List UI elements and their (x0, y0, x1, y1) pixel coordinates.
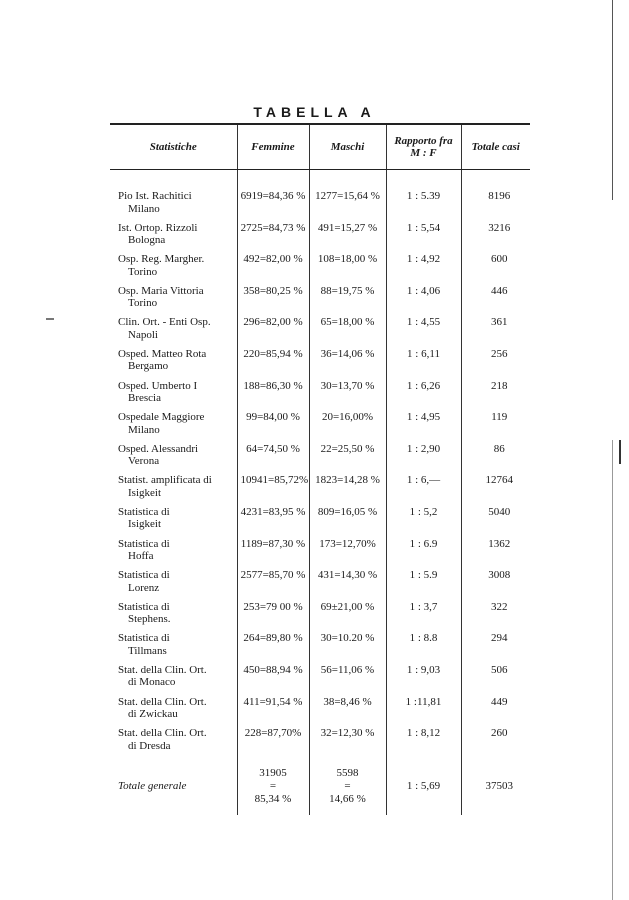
row-femmine: 99=84,00 % (237, 411, 309, 443)
header-maschi: Maschi (309, 124, 386, 170)
row-femmine: 411=91,54 % (237, 696, 309, 728)
row-rapporto: 1 :11,81 (386, 696, 461, 728)
table-row (110, 474, 530, 506)
total-femmine-pct: 85,34 % (254, 793, 292, 806)
row-name (110, 253, 237, 285)
row-name-line1: Statist. amplificata di (118, 474, 212, 487)
row-femmine: 492=82,00 % (237, 253, 309, 285)
row-name-line2: Verona (128, 455, 160, 468)
row-name-line2: Bergamo (128, 360, 169, 373)
page-edge-line-lower (612, 440, 613, 900)
table-row (110, 632, 530, 664)
row-femmine: 6919=84,36 % (237, 170, 309, 222)
table-row (110, 664, 530, 696)
row-name (110, 285, 237, 317)
row-totale: 361 (461, 316, 530, 348)
row-maschi: 69±21,00 % (309, 601, 386, 633)
row-name-line2: Napoli (128, 328, 158, 341)
row-rapporto: 1 : 6,26 (386, 380, 461, 412)
row-name-line1: Stat. della Clin. Ort. (118, 695, 207, 708)
row-rapporto: 1 : 4,06 (386, 285, 461, 317)
table-row (110, 727, 530, 759)
header-row (110, 124, 530, 170)
table-row (110, 538, 530, 570)
row-maschi: 88=19,75 % (309, 285, 386, 317)
total-maschi (309, 759, 386, 815)
row-femmine: 1189=87,30 % (237, 538, 309, 570)
row-maschi: 22=25,50 % (309, 443, 386, 475)
row-name-line1: Osped. Matteo Rota (118, 347, 207, 360)
table-title: TABELLA A (253, 104, 376, 120)
row-rapporto: 1 : 5,54 (386, 222, 461, 254)
row-maschi: 38=8,46 % (309, 696, 386, 728)
stray-mark (46, 318, 54, 320)
row-name-line2: Stephens. (128, 613, 171, 626)
row-name-line2: Isigkeit (128, 518, 161, 531)
row-name (110, 170, 237, 222)
row-name-line1: Statistica di (118, 505, 170, 518)
row-totale: 506 (461, 664, 530, 696)
row-femmine: 2577=85,70 % (237, 569, 309, 601)
row-name-line1: Stat. della Clin. Ort. (118, 663, 207, 676)
statistics-table (110, 123, 530, 815)
total-maschi-eq: = (344, 780, 351, 793)
row-rapporto: 1 : 6,11 (386, 348, 461, 380)
total-totale: 37503 (461, 759, 530, 815)
table-row (110, 696, 530, 728)
row-femmine: 296=82,00 % (237, 316, 309, 348)
table-row (110, 411, 530, 443)
row-name-line1: Ist. Ortop. Rizzoli (118, 221, 198, 234)
total-rapporto: 1 : 5,69 (386, 759, 461, 815)
row-maschi: 32=12,30 % (309, 727, 386, 759)
row-maschi: 1823=14,28 % (309, 474, 386, 506)
total-row (110, 759, 530, 815)
header-femmine: Femmine (237, 124, 309, 170)
row-rapporto: 1 : 9,03 (386, 664, 461, 696)
row-name (110, 601, 237, 633)
row-maschi: 1277=15,64 % (309, 170, 386, 222)
row-femmine: 253=79 00 % (237, 601, 309, 633)
row-name-line1: Statistica di (118, 632, 170, 645)
row-totale: 8196 (461, 170, 530, 222)
table-row (110, 222, 530, 254)
row-rapporto: 1 : 4,95 (386, 411, 461, 443)
row-totale: 449 (461, 696, 530, 728)
row-totale: 3008 (461, 569, 530, 601)
row-name-line1: Osp. Maria Vittoria (118, 284, 204, 297)
row-name-line2: Lorenz (128, 581, 160, 594)
table-row (110, 443, 530, 475)
table-row (110, 569, 530, 601)
total-maschi-count: 5598 (336, 767, 359, 780)
row-maschi: 30=10.20 % (309, 632, 386, 664)
row-rapporto: 1 : 4,92 (386, 253, 461, 285)
header-statistiche: Statistiche (110, 124, 237, 170)
row-rapporto: 1 : 6,— (386, 474, 461, 506)
row-femmine: 64=74,50 % (237, 443, 309, 475)
row-femmine: 4231=83,95 % (237, 506, 309, 538)
row-totale: 3216 (461, 222, 530, 254)
page-edge-line (612, 0, 613, 200)
row-totale: 218 (461, 380, 530, 412)
row-maschi: 809=16,05 % (309, 506, 386, 538)
row-name (110, 727, 237, 759)
row-name (110, 632, 237, 664)
header-totale: Totale casi (461, 124, 530, 170)
total-femmine-count: 31905 (259, 767, 287, 780)
row-rapporto: 1 : 2,90 (386, 443, 461, 475)
page-edge-mark (619, 440, 621, 464)
row-totale: 256 (461, 348, 530, 380)
row-name-line2: Brescia (128, 392, 161, 405)
row-name (110, 316, 237, 348)
row-maschi: 431=14,30 % (309, 569, 386, 601)
row-name-line2: Milano (128, 202, 160, 215)
row-name-line1: Osped. Alessandri (118, 442, 199, 455)
table-row (110, 316, 530, 348)
table-row (110, 285, 530, 317)
row-name-line2: Hoffa (128, 550, 154, 563)
row-rapporto: 1 : 5.9 (386, 569, 461, 601)
total-label: Totale generale (118, 780, 187, 793)
row-maschi: 173=12,70% (309, 538, 386, 570)
row-name-line2: Bologna (128, 234, 166, 247)
row-name (110, 506, 237, 538)
table-row (110, 253, 530, 285)
row-totale: 294 (461, 632, 530, 664)
table-body (110, 170, 530, 759)
total-femmine-eq: = (269, 780, 277, 793)
row-femmine: 450=88,94 % (237, 664, 309, 696)
row-name (110, 222, 237, 254)
row-totale: 446 (461, 285, 530, 317)
row-name-line1: Osped. Umberto I (118, 379, 198, 392)
row-totale: 322 (461, 601, 530, 633)
row-rapporto: 1 : 4,55 (386, 316, 461, 348)
row-rapporto: 1 : 5.39 (386, 170, 461, 222)
row-name-line2: di Monaco (128, 676, 176, 689)
row-name (110, 411, 237, 443)
row-maschi: 20=16,00% (309, 411, 386, 443)
row-maschi: 30=13,70 % (309, 380, 386, 412)
header-rapporto-line2: M : F (410, 147, 437, 159)
row-totale: 600 (461, 253, 530, 285)
table-row (110, 506, 530, 538)
row-totale: 86 (461, 443, 530, 475)
row-name-line2: di Zwickau (128, 708, 178, 720)
row-rapporto: 1 : 3,7 (386, 601, 461, 633)
total-femmine (237, 759, 309, 815)
row-maschi: 36=14,06 % (309, 348, 386, 380)
row-femmine: 220=85,94 % (237, 348, 309, 380)
row-femmine: 358=80,25 % (237, 285, 309, 317)
header-rapporto-line1: Rapporto fra (394, 135, 453, 147)
row-maschi: 491=15,27 % (309, 222, 386, 254)
row-totale: 1362 (461, 538, 530, 570)
row-name-line1: Stat. della Clin. Ort. (118, 727, 207, 740)
row-femmine: 188=86,30 % (237, 380, 309, 412)
row-name (110, 380, 237, 412)
table-row (110, 601, 530, 633)
row-name-line1: Statistica di (118, 569, 170, 582)
row-name-line1: Pio Ist. Rachitici (118, 190, 192, 202)
row-femmine: 264=89,80 % (237, 632, 309, 664)
row-name (110, 348, 237, 380)
row-name (110, 696, 237, 728)
row-name (110, 664, 237, 696)
total-maschi-pct: 14,66 % (329, 793, 366, 806)
row-totale: 12764 (461, 474, 530, 506)
row-femmine: 2725=84,73 % (237, 222, 309, 254)
row-name-line1: Statistica di (118, 537, 170, 550)
table-header (110, 124, 530, 170)
row-name (110, 443, 237, 475)
row-name-line2: Torino (128, 265, 158, 278)
row-rapporto: 1 : 8,12 (386, 727, 461, 759)
row-rapporto: 1 : 6.9 (386, 538, 461, 570)
row-name (110, 569, 237, 601)
table-row (110, 348, 530, 380)
row-name-line2: Tillmans (128, 644, 167, 657)
row-maschi: 56=11,06 % (309, 664, 386, 696)
table-row (110, 380, 530, 412)
row-totale: 119 (461, 411, 530, 443)
row-rapporto: 1 : 5,2 (386, 506, 461, 538)
row-rapporto: 1 : 8.8 (386, 632, 461, 664)
row-name-line2: Isigkeit (128, 486, 161, 499)
row-maschi: 65=18,00 % (309, 316, 386, 348)
row-name-line2: Torino (128, 297, 158, 310)
row-name-line2: Milano (128, 423, 160, 436)
row-name-line1: Osp. Reg. Margher. (118, 253, 205, 266)
table-row (110, 170, 530, 222)
row-femmine: 10941=85,72% (237, 474, 309, 506)
row-name-line1: Ospedale Maggiore (118, 411, 205, 424)
row-maschi: 108=18,00 % (309, 253, 386, 285)
row-name-line2: di Dresda (128, 739, 171, 752)
header-rapporto (386, 124, 461, 170)
row-name (110, 538, 237, 570)
row-name (110, 474, 237, 506)
row-femmine: 228=87,70% (237, 727, 309, 759)
row-name-line1: Statistica di (118, 600, 170, 613)
row-totale: 260 (461, 727, 530, 759)
row-totale: 5040 (461, 506, 530, 538)
row-name-line1: Clin. Ort. - Enti Osp. (118, 316, 211, 329)
table-total (110, 759, 530, 815)
